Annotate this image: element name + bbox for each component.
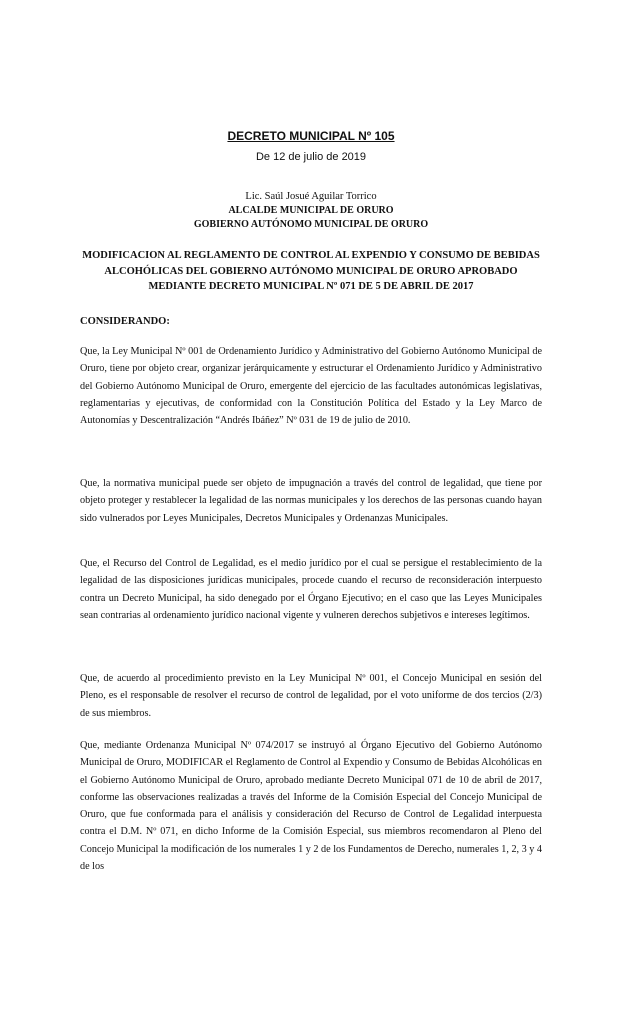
paragraph: Que, de acuerdo al procedimiento previsto en la Ley Municipal Nº 001, el Concejo Municipal en sesión del Pleno, es el responsable de resolver el recurso de control de legalidad, por el voto uniforme de dos tercios (2/3) de sus miembros. (80, 673, 542, 719)
paragraph: Que, el Recurso del Control de Legalidad, es el medio jurídico por el cual se persigue el restablecimiento de la legalidad de las disposiciones jurídicas municipales, procede cuando el recurso de reconsideración interpuesto contra un Decreto Municipal, ha sido denegado por el Órgano Ejecutivo; en el caso que las Leyes Municipales sean contrarias al ordenamiento jurídico nacional vigente y vulneren derechos subjetivos e intereses legítimos. (80, 558, 542, 621)
signatory-name: Lic. Saúl Josué Aguilar Torrico (245, 191, 377, 202)
decree-title: DECRETO MUNICIPAL Nº 105 (227, 129, 395, 143)
signatory-block (0, 190, 622, 232)
paragraph: Que, la normativa municipal puede ser objeto de impugnación a través del control de legalidad, que tiene por objeto proteger y restablecer la legalidad de las normas municipales y los derechos de las personas cuando hayan sido vulnerados por Leyes Municipales, Decretos Municipales y Ordenanzas Municipales. (80, 478, 542, 524)
paragraph: Que, mediante Ordenanza Municipal Nº 074/2017 se instruyó al Órgano Ejecutivo del Gobierno Autónomo Municipal de Oruro, MODIFICAR el Reglamento de Control al Expendio y Consumo de Bebidas Alcohólicas en el Gobierno Autónomo Municipal de Oruro, aprobado mediante Decreto Municipal 071 de 10 de abril de 2017, conforme las observaciones realizadas a través del Informe de la Comisión Especial del Concejo Municipal de Oruro, que fue conformada para el análisis y consideración del Recurso de Control de Legalidad interpuesta contra el D.M. Nº 071, en dicho Informe de la Comisión Especial, sus miembros recomendaron al Pleno del Concejo Municipal la modificación de los numerales 1 y 2 de los Fundamentos de Derecho, numerales 1, 2, 3 y 4 de los (80, 740, 543, 873)
paragraph: Que, la Ley Municipal Nº 001 de Ordenamiento Jurídico y Administrativo del Gobierno Autónomo Municipal de Oruro, tiene por objeto crear, organizar jerárquicamente y estructurar el Ordenamiento Jurídico y Administrativo del Gobierno Autónomo Municipal de Oruro, emergente del ejercicio de las facultades autonómicas legislativas, reglamentarias y ejecutivas, de conformidad con la Constitución Política del Estado y la Ley Marco de Autonomías y Descentralización “Andrés Ibáñez” Nº 031 de 19 de julio de 2010. (80, 346, 542, 427)
signatory-institution: GOBIERNO AUTÓNOMO MUNICIPAL DE ORURO (193, 219, 429, 230)
decree-date: De 12 de julio de 2019 (255, 151, 367, 163)
signatory-position: ALCALDE MUNICIPAL DE ORURO (228, 205, 394, 216)
considerando-label: CONSIDERANDO: (80, 316, 170, 327)
decree-heading: MODIFICACION AL REGLAMENTO DE CONTROL AL EXPENDIO Y CONSUMO DE BEBIDAS ALCOHÓLICAS DEL GOBIERNO AUTÓNOMO MUNICIPAL DE ORURO APROBADO MEDIANTE DECRETO MUNICIPAL Nº 071 DE 5 DE ABRIL DE 2017 (82, 250, 540, 292)
